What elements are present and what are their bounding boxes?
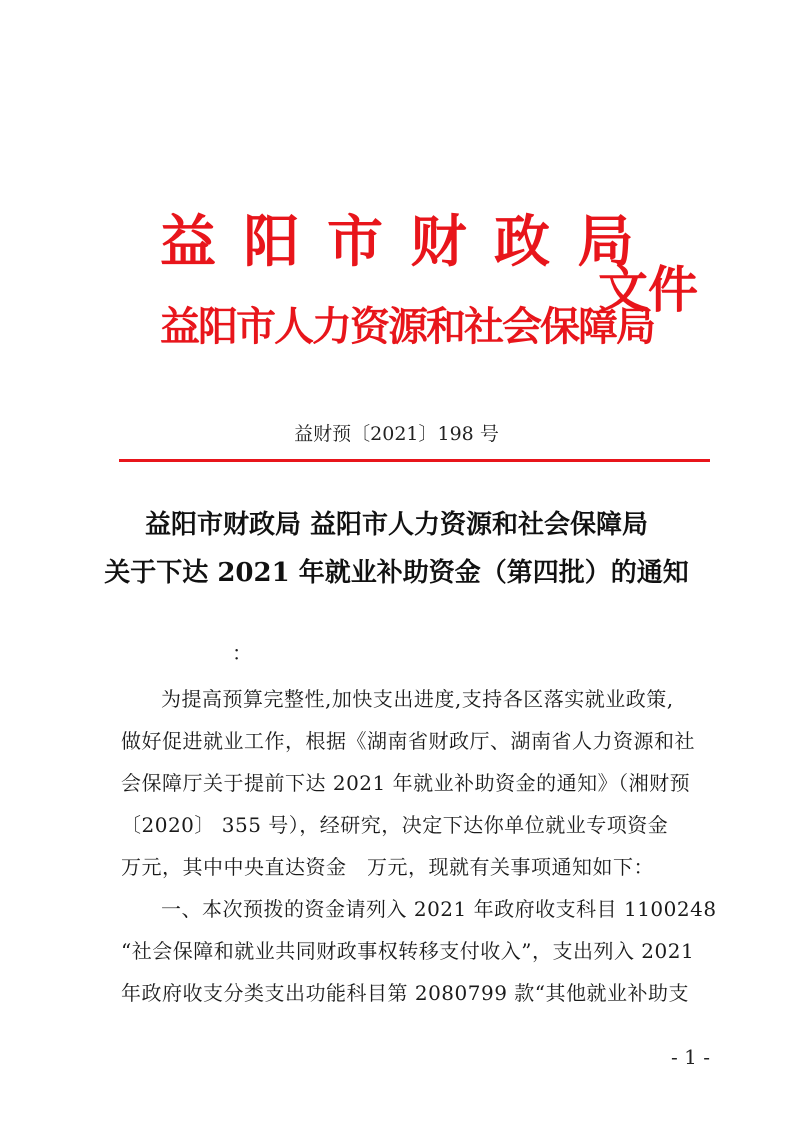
- body-line: 做好促进就业工作，根据《湖南省财政厅、湖南省人力资源和社: [121, 729, 695, 753]
- document-header: [0, 0, 793, 400]
- recipient-line: ：: [232, 641, 252, 665]
- body-line: 为提高预算完整性,加快支出进度,支持各区落实就业政策,: [161, 687, 674, 711]
- body-line: 会保障厅关于提前下达 2021 年就业补助资金的通知》（湘财预: [121, 771, 691, 795]
- red-divider-line: [119, 459, 710, 462]
- notice-title-line1: 益阳市财政局 益阳市人力资源和社会保障局: [144, 510, 649, 540]
- body-line: 〔2020〕 355 号），经研究，决定下达你单位就业专项资金: [121, 813, 669, 837]
- body-line: 一、本次预拨的资金请列入 2021 年政府收支科目 1100248: [161, 897, 717, 921]
- body-line: 万元，其中中央直达资金 万元，现就有关事项通知如下：: [121, 855, 654, 879]
- issuing-org-finance-bureau: 益 阳 市 财 政 局: [160, 210, 638, 275]
- notice-title-line2: 关于下达 2021 年就业补助资金（第四批）的通知: [104, 558, 689, 588]
- document-number: 益财预〔2021〕198 号: [294, 423, 499, 445]
- body-line: 年政府收支分类支出功能科目第 2080799 款“其他就业补助支: [121, 981, 690, 1005]
- document-type-label: 文件: [598, 261, 698, 319]
- page-number: - 1 -: [671, 1045, 710, 1069]
- issuing-org-hr-bureau: 益阳市人力资源和社会保障局: [160, 304, 654, 350]
- body-line: “社会保障和就业共同财政事权转移支付收入”，支出列入 2021: [121, 939, 695, 963]
